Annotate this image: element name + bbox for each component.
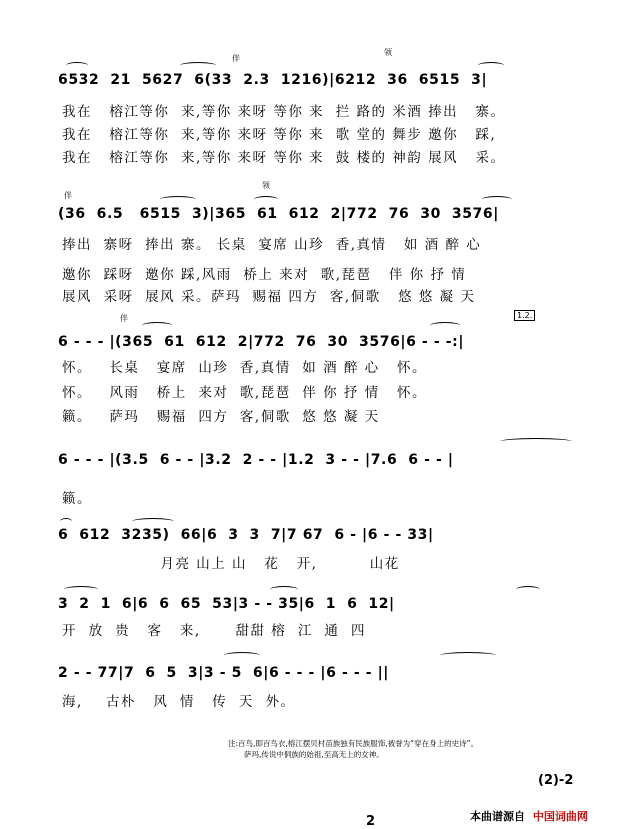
source-label: [470, 808, 588, 824]
slur: [180, 62, 216, 69]
slur: [142, 322, 172, 329]
tie: [60, 518, 72, 525]
lyric-verse-2: 怀。 风雨 桥上 来对 歌,琵琶 伴 你 抒 情 怀。: [62, 385, 428, 401]
lyric-verse-3: 籁。 萨玛 赐福 四方 客,侗歌 悠 悠 凝 天: [62, 409, 380, 425]
lyric-line-7: 海, 古朴 风 情 传 天 外。: [62, 694, 296, 710]
footnote: [228, 738, 478, 749]
page-marker: (2)-2: [538, 773, 574, 788]
slur: [430, 322, 460, 329]
footnote-label: 注:: [228, 739, 239, 748]
slur: [160, 196, 196, 203]
volta-bracket: 1.2.: [514, 310, 535, 321]
lead-mark: 领: [384, 48, 392, 57]
slur: [224, 652, 260, 659]
tie: [440, 652, 496, 659]
notation-line-3: 6 - - - |(365 61 612 2|772 76 30 3576|6 - - -:|: [58, 334, 465, 350]
slur: [64, 586, 98, 593]
notation-line-7: 2 - - 77|7 6 5 3|3 - 5 6|6 - - - |6 - - - ||: [58, 665, 390, 681]
lyric-line-5: 月亮 山上 山 花 开, 山花: [62, 556, 400, 572]
accompaniment-mark: 伴: [64, 191, 72, 200]
slur: [478, 62, 504, 69]
slur: [270, 586, 298, 593]
lead-mark: 领: [262, 181, 270, 190]
notation-line-6: 3 2 1 6|6 6 65 53|3 - - 35|6 1 6 12|: [58, 596, 395, 612]
footnote-line-1: 百鸟,即百鸟衣,榕江摆贝村苗族独有民族服饰,被誉为“穿在身上的史诗”。: [238, 739, 478, 748]
slur: [482, 196, 512, 203]
notation-line-4: 6 - - - |(3.5 6 - - |3.2 2 - - |1.2 3 - - |7.6 6 - - |: [58, 452, 454, 468]
footnote-line-2: 萨玛,传说中侗族的始祖,至高无上的女神。: [244, 750, 384, 759]
notation-line-1: 6532 21 5627 6(33 2.3 1216)|6212 36 6515 3|: [58, 72, 488, 88]
lyric-verse-2: 邀你 踩呀 邀你 踩,风雨 桥上 来对 歌,琵琶 伴 你 抒 情: [62, 267, 467, 283]
accompaniment-mark: 伴: [120, 314, 128, 323]
slur: [132, 518, 174, 525]
slur: [254, 196, 278, 203]
lyric-verse-3: 展风 采呀 展风 采。萨玛 赐福 四方 客,侗歌 悠 悠 凝 天: [62, 289, 476, 305]
lyric-line-4: 籁。: [62, 491, 92, 507]
lyric-verse-3: 我在 榕江等你 来,等你 来呀 等你 来 鼓 楼的 神韵 展风 采。: [62, 150, 506, 166]
notation-line-2: (36 6.5 6515 3)|365 61 612 2|772 76 30 3576|: [58, 206, 499, 222]
notation-line-5: 6 612 3235) 66|6 3 3 7|7 67 6 - |6 - - 33|: [58, 527, 434, 543]
accompaniment-mark: 伴: [232, 54, 240, 63]
lyric-verse-1: 我在 榕江等你 来,等你 来呀 等你 来 拦 路的 米酒 捧出 寨。: [62, 104, 506, 120]
lyric-verse-1: 怀。 长桌 宴席 山珍 香,真情 如 酒 醉 心 怀。: [62, 360, 428, 376]
slur: [516, 586, 540, 593]
page-number: 2: [366, 814, 376, 829]
lyric-verse-1: 捧出 寨呀 捧出 寨。 长桌 宴席 山珍 香,真情 如 酒 醉 心: [62, 237, 482, 253]
tie: [500, 438, 572, 445]
lyric-line-6: 开 放 贵 客 来, 甜甜 榕 江 通 四: [62, 623, 366, 639]
source-text: 本曲谱源自: [470, 810, 525, 823]
lyric-verse-2: 我在 榕江等你 来,等你 来呀 等你 来 歌 堂的 舞步 邀你 踩,: [62, 127, 497, 143]
source-site-link[interactable]: 中国词曲网: [532, 810, 588, 823]
slur: [66, 62, 88, 69]
